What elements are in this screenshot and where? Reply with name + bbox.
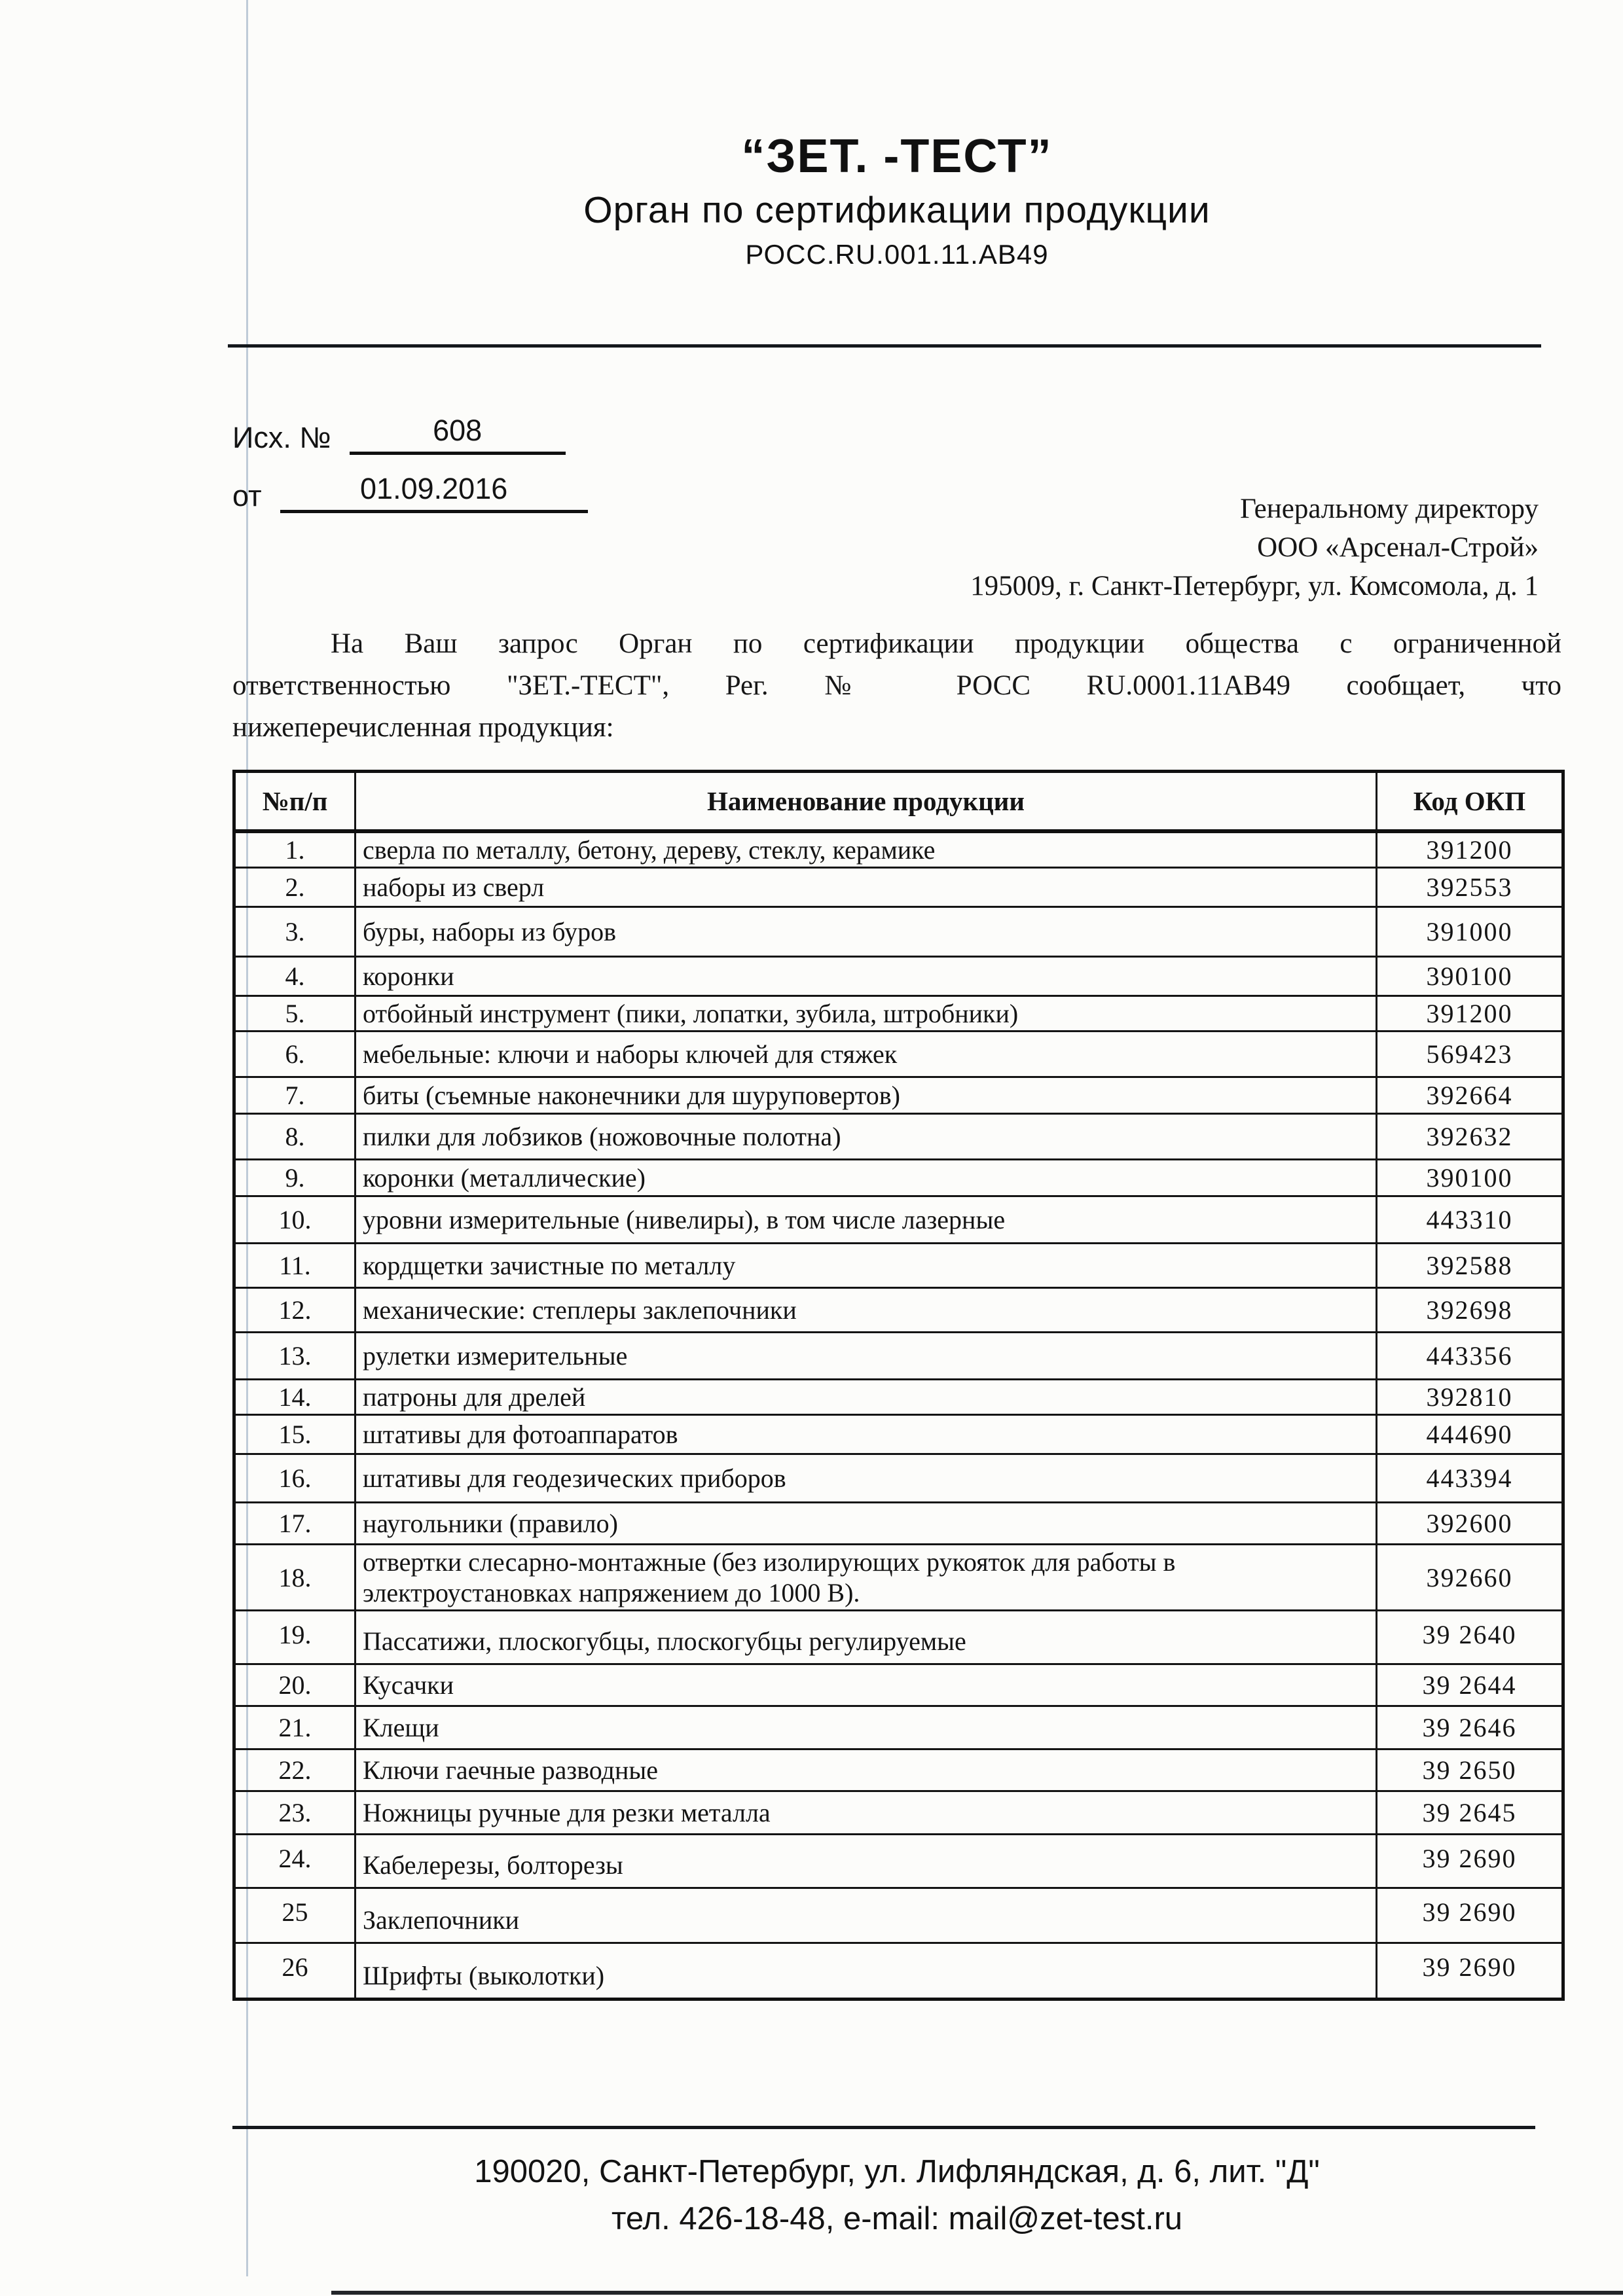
row-num-cell: 18. xyxy=(234,1545,356,1611)
row-name-cell: штативы для геодезических приборов xyxy=(356,1454,1377,1503)
row-name-cell: коронки xyxy=(356,957,1377,996)
org-title: “ЗЕТ. -ТЕСТ” xyxy=(741,130,1053,183)
outgoing-number-line xyxy=(232,414,588,455)
row-code-cell: 444690 xyxy=(1377,1415,1563,1454)
row-num-cell: 6. xyxy=(234,1031,356,1077)
table-row xyxy=(234,1611,1563,1664)
row-num-cell: 4. xyxy=(234,957,356,996)
body-line-2: ответственностью "ЗЕТ.-ТЕСТ", Рег. № РОСС RU.0001.11АВ49 сообщает, что xyxy=(232,670,1561,701)
table-row xyxy=(234,1545,1563,1611)
row-code-cell: 443310 xyxy=(1377,1196,1563,1244)
table-row xyxy=(234,1031,1563,1077)
row-num-cell: 19. xyxy=(234,1611,356,1664)
row-name-cell: Шрифты (выколотки) xyxy=(356,1943,1377,2000)
body-line-1: На Ваш запрос Орган по сертификации продукции общества с ограниченной xyxy=(331,628,1561,659)
outgoing-date-label: от xyxy=(232,479,262,512)
table-row xyxy=(234,1888,1563,1943)
row-name-cell: Заклепочники xyxy=(356,1888,1377,1943)
row-name-cell: Клещи xyxy=(356,1706,1377,1749)
row-code-cell: 392810 xyxy=(1377,1380,1563,1415)
row-name-cell: рулетки измерительные xyxy=(356,1333,1377,1380)
row-code-cell: 391200 xyxy=(1377,996,1563,1031)
row-name-cell: Ножницы ручные для резки металла xyxy=(356,1791,1377,1835)
row-name-cell: наборы из сверл xyxy=(356,868,1377,907)
table-row xyxy=(234,1160,1563,1196)
row-code-cell: 39 2690 xyxy=(1377,1835,1563,1888)
table-row xyxy=(234,868,1563,907)
table-row xyxy=(234,957,1563,996)
outgoing-date-value: 01.09.2016 xyxy=(280,472,588,513)
table-row xyxy=(234,1835,1563,1888)
table-row xyxy=(234,1943,1563,2000)
row-name-cell: отбойный инструмент (пики, лопатки, зубила, штробники) xyxy=(356,996,1377,1031)
row-name-cell: Пассатижи, плоскогубцы, плоскогубцы регулируемые xyxy=(356,1611,1377,1664)
row-name-cell: отвертки слесарно-монтажные (без изолирующих рукояток для работы в электроустановках напряжением до 1000 В). xyxy=(356,1545,1377,1611)
footer-contacts: тел. 426-18-48, e-mail: mail@zet-test.ru xyxy=(611,2201,1183,2236)
outgoing-block xyxy=(232,414,588,530)
row-num-cell: 12. xyxy=(234,1288,356,1333)
col-header-code: Код ОКП xyxy=(1377,772,1563,832)
row-name-cell: биты (съемные наконечники для шуруповертов) xyxy=(356,1077,1377,1114)
row-code-cell: 443356 xyxy=(1377,1333,1563,1380)
row-name-cell: механические: степлеры заклепочники xyxy=(356,1288,1377,1333)
row-num-cell: 9. xyxy=(234,1160,356,1196)
row-num-cell: 17. xyxy=(234,1503,356,1545)
row-code-cell: 39 2646 xyxy=(1377,1706,1563,1749)
row-name-cell: уровни измерительные (нивелиры), в том числе лазерные xyxy=(356,1196,1377,1244)
row-name-cell: буры, наборы из буров xyxy=(356,907,1377,957)
row-num-cell: 5. xyxy=(234,996,356,1031)
table-row xyxy=(234,1077,1563,1114)
table-row xyxy=(234,1114,1563,1160)
product-table-body xyxy=(234,831,1563,2000)
row-code-cell: 39 2644 xyxy=(1377,1664,1563,1706)
row-num-cell: 11. xyxy=(234,1244,356,1288)
row-name-cell: наугольники (правило) xyxy=(356,1503,1377,1545)
row-num-cell: 8. xyxy=(234,1114,356,1160)
table-row xyxy=(234,1415,1563,1454)
row-num-cell: 3. xyxy=(234,907,356,957)
row-num-cell: 24. xyxy=(234,1835,356,1888)
table-row xyxy=(234,1503,1563,1545)
col-header-name: Наименование продукции xyxy=(356,772,1377,832)
header-row xyxy=(234,772,1563,832)
addressee-company: ООО «Арсенал-Строй» xyxy=(1257,532,1539,563)
row-num-cell: 2. xyxy=(234,868,356,907)
row-code-cell: 391000 xyxy=(1377,907,1563,957)
row-code-cell: 443394 xyxy=(1377,1454,1563,1503)
row-num-cell: 15. xyxy=(234,1415,356,1454)
row-num-cell: 14. xyxy=(234,1380,356,1415)
table-row xyxy=(234,1380,1563,1415)
table-row xyxy=(234,1333,1563,1380)
table-row xyxy=(234,1664,1563,1706)
row-num-cell: 13. xyxy=(234,1333,356,1380)
row-name-cell: сверла по металлу, бетону, дереву, стеклу, керамике xyxy=(356,831,1377,868)
row-code-cell: 392664 xyxy=(1377,1077,1563,1114)
row-num-cell: 1. xyxy=(234,831,356,868)
addressee-address: 195009, г. Санкт-Петербург, ул. Комсомола, д. 1 xyxy=(970,571,1539,601)
row-code-cell: 392632 xyxy=(1377,1114,1563,1160)
row-name-cell: Ключи гаечные разводные xyxy=(356,1749,1377,1791)
row-name-cell: Кабелерезы, болторезы xyxy=(356,1835,1377,1888)
addressee-block xyxy=(970,490,1539,605)
row-name-cell: патроны для дрелей xyxy=(356,1380,1377,1415)
table-row xyxy=(234,1791,1563,1835)
scan-edge-line-bottom xyxy=(331,2291,1623,2295)
table-row xyxy=(234,1706,1563,1749)
row-num-cell: 23. xyxy=(234,1791,356,1835)
addressee-position: Генеральному директору xyxy=(1240,493,1539,524)
row-num-cell: 10. xyxy=(234,1196,356,1244)
row-num-cell: 26 xyxy=(234,1943,356,2000)
outgoing-date-line xyxy=(232,472,588,513)
table-row xyxy=(234,907,1563,957)
row-code-cell: 390100 xyxy=(1377,1160,1563,1196)
letterhead xyxy=(232,128,1561,274)
table-row xyxy=(234,831,1563,868)
row-name-cell: кордщетки зачистные по металлу xyxy=(356,1244,1377,1288)
org-reg-number: РОСС.RU.001.11.АВ49 xyxy=(745,239,1049,270)
footer-block xyxy=(232,2148,1561,2242)
row-code-cell: 39 2650 xyxy=(1377,1749,1563,1791)
outgoing-number-label: Исх. № xyxy=(232,421,331,454)
table-row xyxy=(234,1454,1563,1503)
row-code-cell: 392698 xyxy=(1377,1288,1563,1333)
row-code-cell: 392660 xyxy=(1377,1545,1563,1611)
row-code-cell: 39 2640 xyxy=(1377,1611,1563,1664)
row-code-cell: 390100 xyxy=(1377,957,1563,996)
row-num-cell: 16. xyxy=(234,1454,356,1503)
row-code-cell: 392553 xyxy=(1377,868,1563,907)
row-name-cell: Кусачки xyxy=(356,1664,1377,1706)
letterhead-divider xyxy=(228,344,1541,348)
row-num-cell: 7. xyxy=(234,1077,356,1114)
table-row xyxy=(234,1749,1563,1791)
table-row xyxy=(234,1244,1563,1288)
table-row xyxy=(234,1196,1563,1244)
row-code-cell: 392600 xyxy=(1377,1503,1563,1545)
outgoing-number-value: 608 xyxy=(350,414,566,455)
body-line-3: нижеперечисленная продукция: xyxy=(232,712,614,743)
row-code-cell: 39 2690 xyxy=(1377,1943,1563,2000)
row-code-cell: 569423 xyxy=(1377,1031,1563,1077)
product-table xyxy=(232,770,1565,2001)
row-num-cell: 22. xyxy=(234,1749,356,1791)
letter-body xyxy=(232,623,1561,749)
row-code-cell: 39 2690 xyxy=(1377,1888,1563,1943)
row-code-cell: 392588 xyxy=(1377,1244,1563,1288)
row-name-cell: штативы для фотоаппаратов xyxy=(356,1415,1377,1454)
row-code-cell: 391200 xyxy=(1377,831,1563,868)
org-subtitle: Орган по сертификации продукции xyxy=(583,189,1211,231)
row-name-cell: коронки (металлические) xyxy=(356,1160,1377,1196)
row-num-cell: 25 xyxy=(234,1888,356,1943)
product-table-head xyxy=(234,772,1563,832)
footer-address: 190020, Санкт-Петербург, ул. Лифляндская, д. 6, лит. "Д" xyxy=(474,2154,1320,2189)
table-row xyxy=(234,996,1563,1031)
row-num-cell: 20. xyxy=(234,1664,356,1706)
footer-divider xyxy=(232,2126,1535,2129)
table-row xyxy=(234,1288,1563,1333)
row-num-cell: 21. xyxy=(234,1706,356,1749)
row-code-cell: 39 2645 xyxy=(1377,1791,1563,1835)
col-header-num: №п/п xyxy=(234,772,356,832)
row-name-cell: мебельные: ключи и наборы ключей для стяжек xyxy=(356,1031,1377,1077)
row-name-cell: пилки для лобзиков (ножовочные полотна) xyxy=(356,1114,1377,1160)
